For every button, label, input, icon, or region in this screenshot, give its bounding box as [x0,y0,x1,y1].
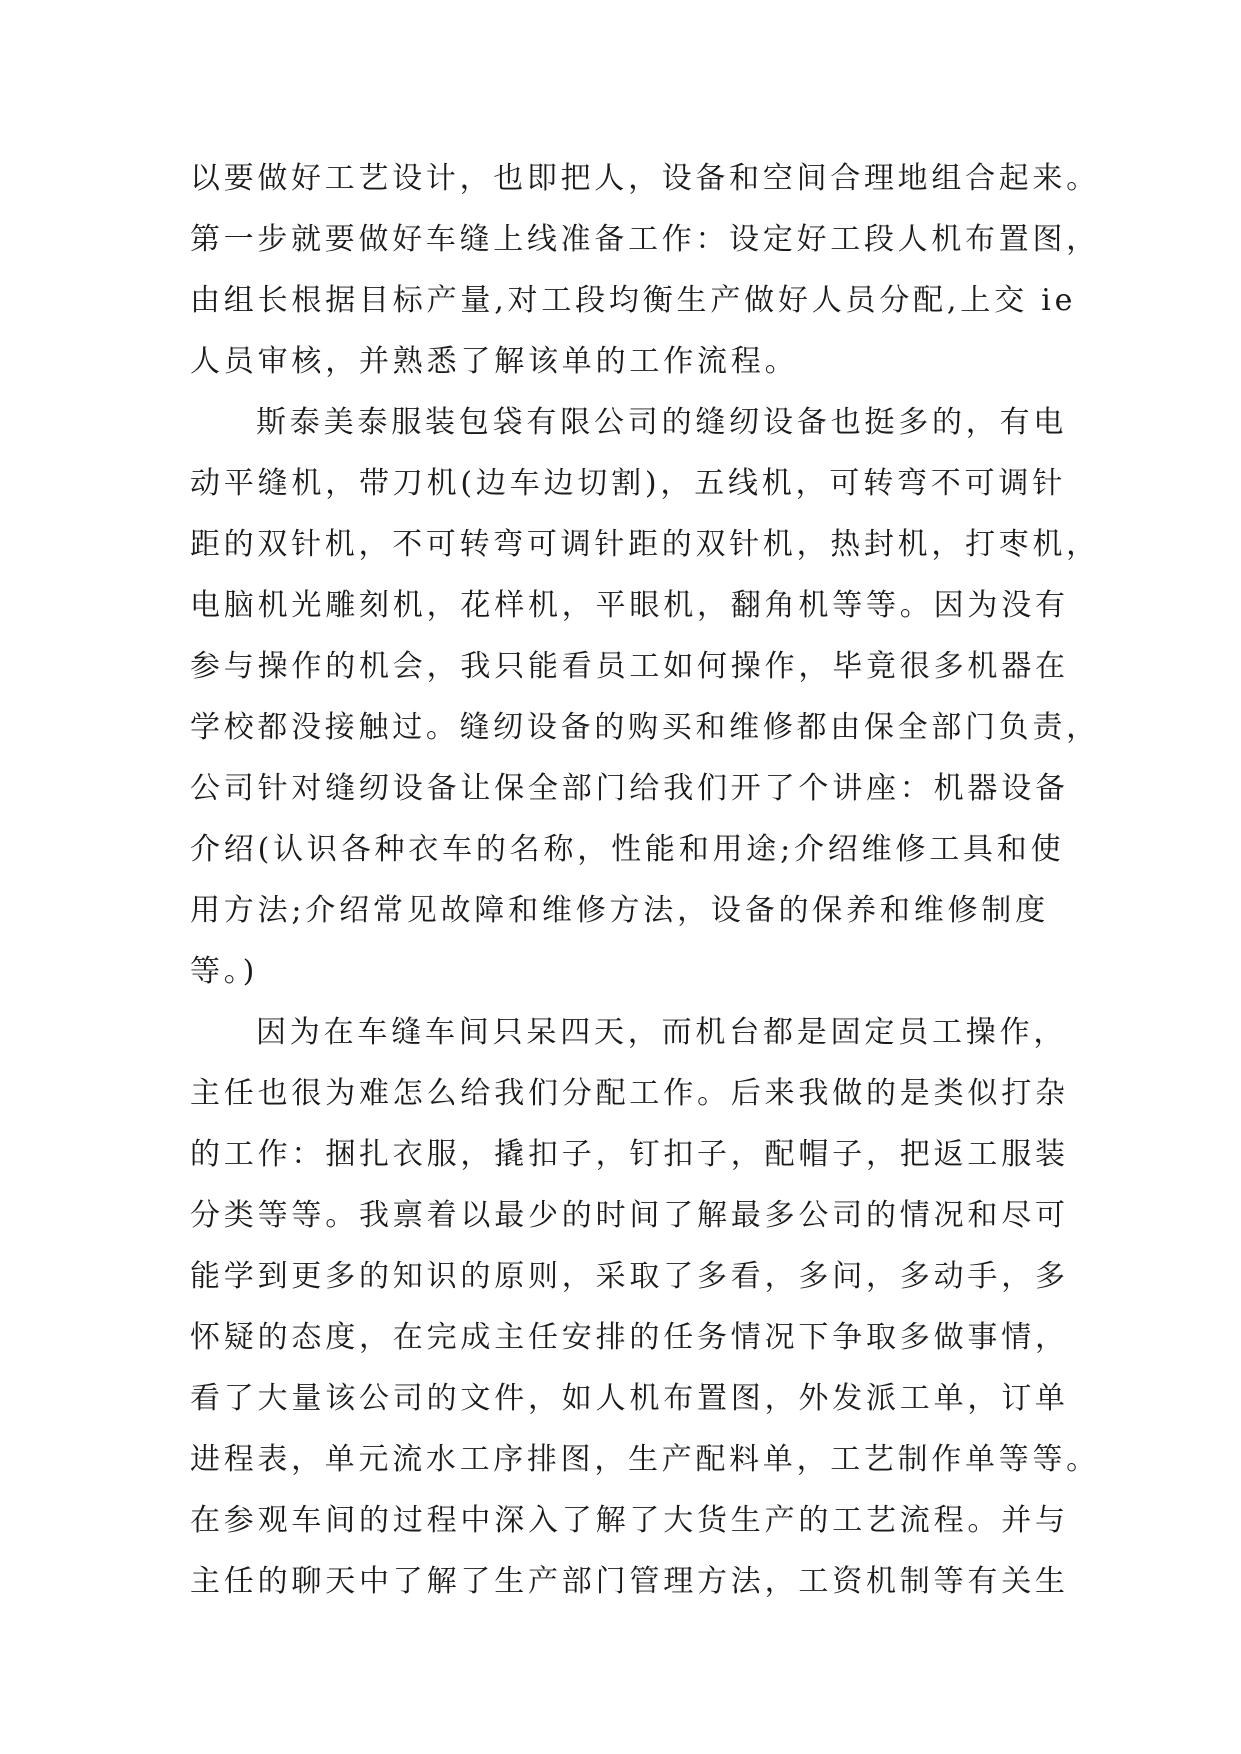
text-line: 怀疑的态度，在完成主任安排的任务情况下争取多做事情， [190,1320,1069,1355]
text-line: 动平缝机，带刀机(边车边切割)，五线机，可转弯不可调针 [190,466,1067,501]
text-line: 的工作：捆扎衣服，撬扣子，钉扣子，配帽子，把返工服装 [190,1137,1069,1172]
text-line: 由组长根据目标产量,对工段均衡生产做好人员分配,上交 ie [190,283,1077,318]
text-line: 距的双针机，不可转弯可调针距的双针机，热封机，打枣机， [190,527,1100,562]
text-line: 以要做好工艺设计，也即把人，设备和空间合理地组合起来。 [190,161,1100,196]
paragraph-first-line: 因为在车缝车间只呆四天，而机台都是固定员工操作， [256,1015,1068,1050]
text-line: 人员审核，并熟悉了解该单的工作流程。 [190,344,799,379]
paragraph-first-line: 斯泰美泰服装包袋有限公司的缝纫设备也挺多的，有电 [256,405,1068,440]
text-line: 等。) [190,954,259,989]
text-line: 分类等等。我禀着以最少的时间了解最多公司的情况和尽可 [190,1198,1069,1233]
text-line: 在参观车间的过程中深入了解了大货生产的工艺流程。并与 [190,1503,1069,1538]
text-line: 进程表，单元流水工序排图，生产配料单，工艺制作单等等。 [190,1442,1100,1477]
text-line: 介绍(认识各种衣车的名称，性能和用途;介绍维修工具和使 [190,832,1065,867]
text-line: 公司针对缝纫设备让保全部门给我们开了个讲座：机器设备 [190,771,1069,806]
text-line: 能学到更多的知识的原则，采取了多看，多问，多动手，多 [190,1259,1069,1294]
text-line: 看了大量该公司的文件，如人机布置图，外发派工单，订单 [190,1381,1069,1416]
text-line: 主任的聊天中了解了生产部门管理方法，工资机制等有关生 [190,1564,1069,1599]
text-line: 学校都没接触过。缝纫设备的购买和维修都由保全部门负责， [190,710,1100,745]
text-line: 主任也很为难怎么给我们分配工作。后来我做的是类似打杂 [190,1076,1069,1111]
text-line: 第一步就要做好车缝上线准备工作：设定好工段人机布置图， [190,222,1100,257]
body-text [190,148,1100,1612]
text-line: 参与操作的机会，我只能看员工如何操作，毕竟很多机器在 [190,649,1069,684]
text-line: 用方法;介绍常见故障和维修方法，设备的保养和维修制度 [190,893,1049,928]
text-line: 电脑机光雕刻机，花样机，平眼机，翻角机等等。因为没有 [190,588,1069,623]
